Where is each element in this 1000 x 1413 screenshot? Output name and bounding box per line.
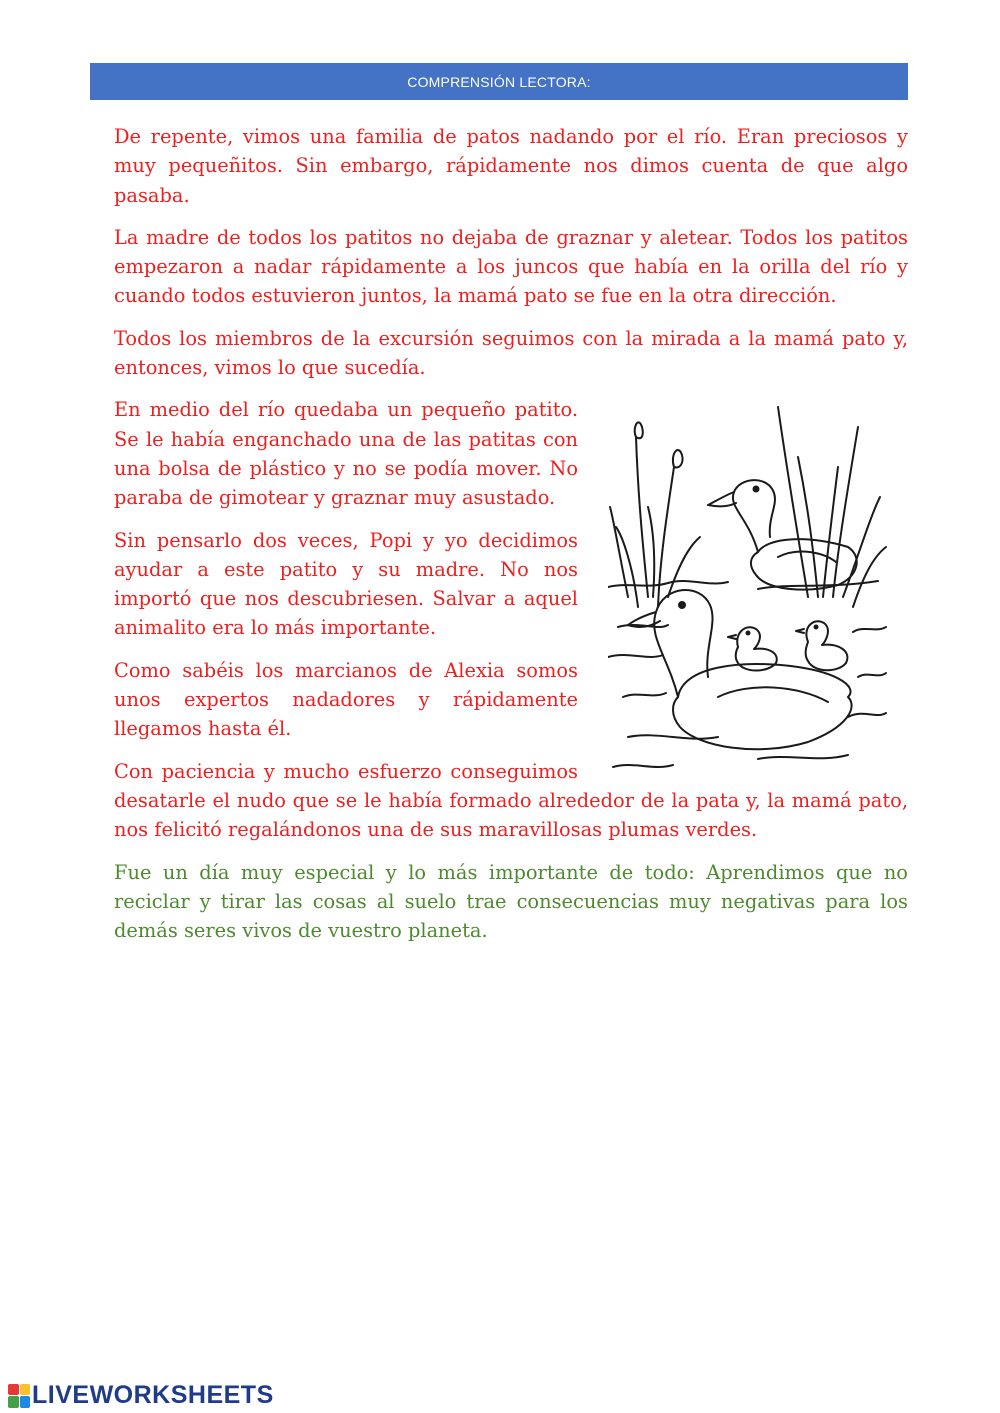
duck-family-illustration — [608, 397, 888, 777]
page-title: COMPRENSIÓN LECTORA: — [407, 73, 591, 90]
paragraph-4: En medio del río quedaba un pequeño patito. Se le había enganchado una de las patitas con una bolsa de plástico y no se podía mover. No paraba de gimotear y graznar muy asustado. — [114, 398, 578, 510]
paragraph-moral: Fue un día muy especial y lo más importante de todo: Aprendimos que no reciclar y tirar las cosas al suelo trae consecuencias muy negativas para los demás seres vivos de vuestro planeta. — [114, 860, 908, 943]
paragraph-2: La madre de todos los patitos no dejaba de graznar y aletear. Todos los patitos empezaron a nadar rápidamente a los juncos que había en la orilla del río y cuando todos estuvieron juntos, la mamá pato se fue en la otra dirección. — [114, 225, 908, 308]
paragraph-7: Con paciencia y mucho esfuerzo conseguimos desatarle el nudo que se le había formado alrededor de la pata y, la mamá pato, nos felicitó regalándonos una de sus maravillosas plumas verdes. — [114, 759, 908, 842]
liveworksheets-logo[interactable] — [8, 1381, 274, 1410]
paragraph-5: Sin pensarlo dos veces, Popi y yo decidimos ayudar a este patito y su madre. No nos importó que nos descubriesen. Salvar a aquel animalito era lo más importante. — [114, 528, 578, 640]
header-bar — [90, 63, 908, 100]
paragraph-3: Todos los miembros de la excursión seguimos con la mirada a la mamá pato y, entonces, vimos lo que sucedía. — [114, 326, 908, 380]
brand-name: LIVEWORKSHEETS — [32, 1381, 274, 1409]
paragraph-1: De repente, vimos una familia de patos nadando por el río. Eran preciosos y muy pequeñitos. Sin embargo, rápidamente nos dimos cuenta de que algo pasaba. — [114, 125, 908, 207]
paragraph-6: Como sabéis los marcianos de Alexia somos unos expertos nadadores y rápidamente llegamos hasta él. — [114, 658, 578, 741]
liveworksheets-logo-icon — [8, 1384, 30, 1408]
reading-text — [114, 122, 908, 958]
